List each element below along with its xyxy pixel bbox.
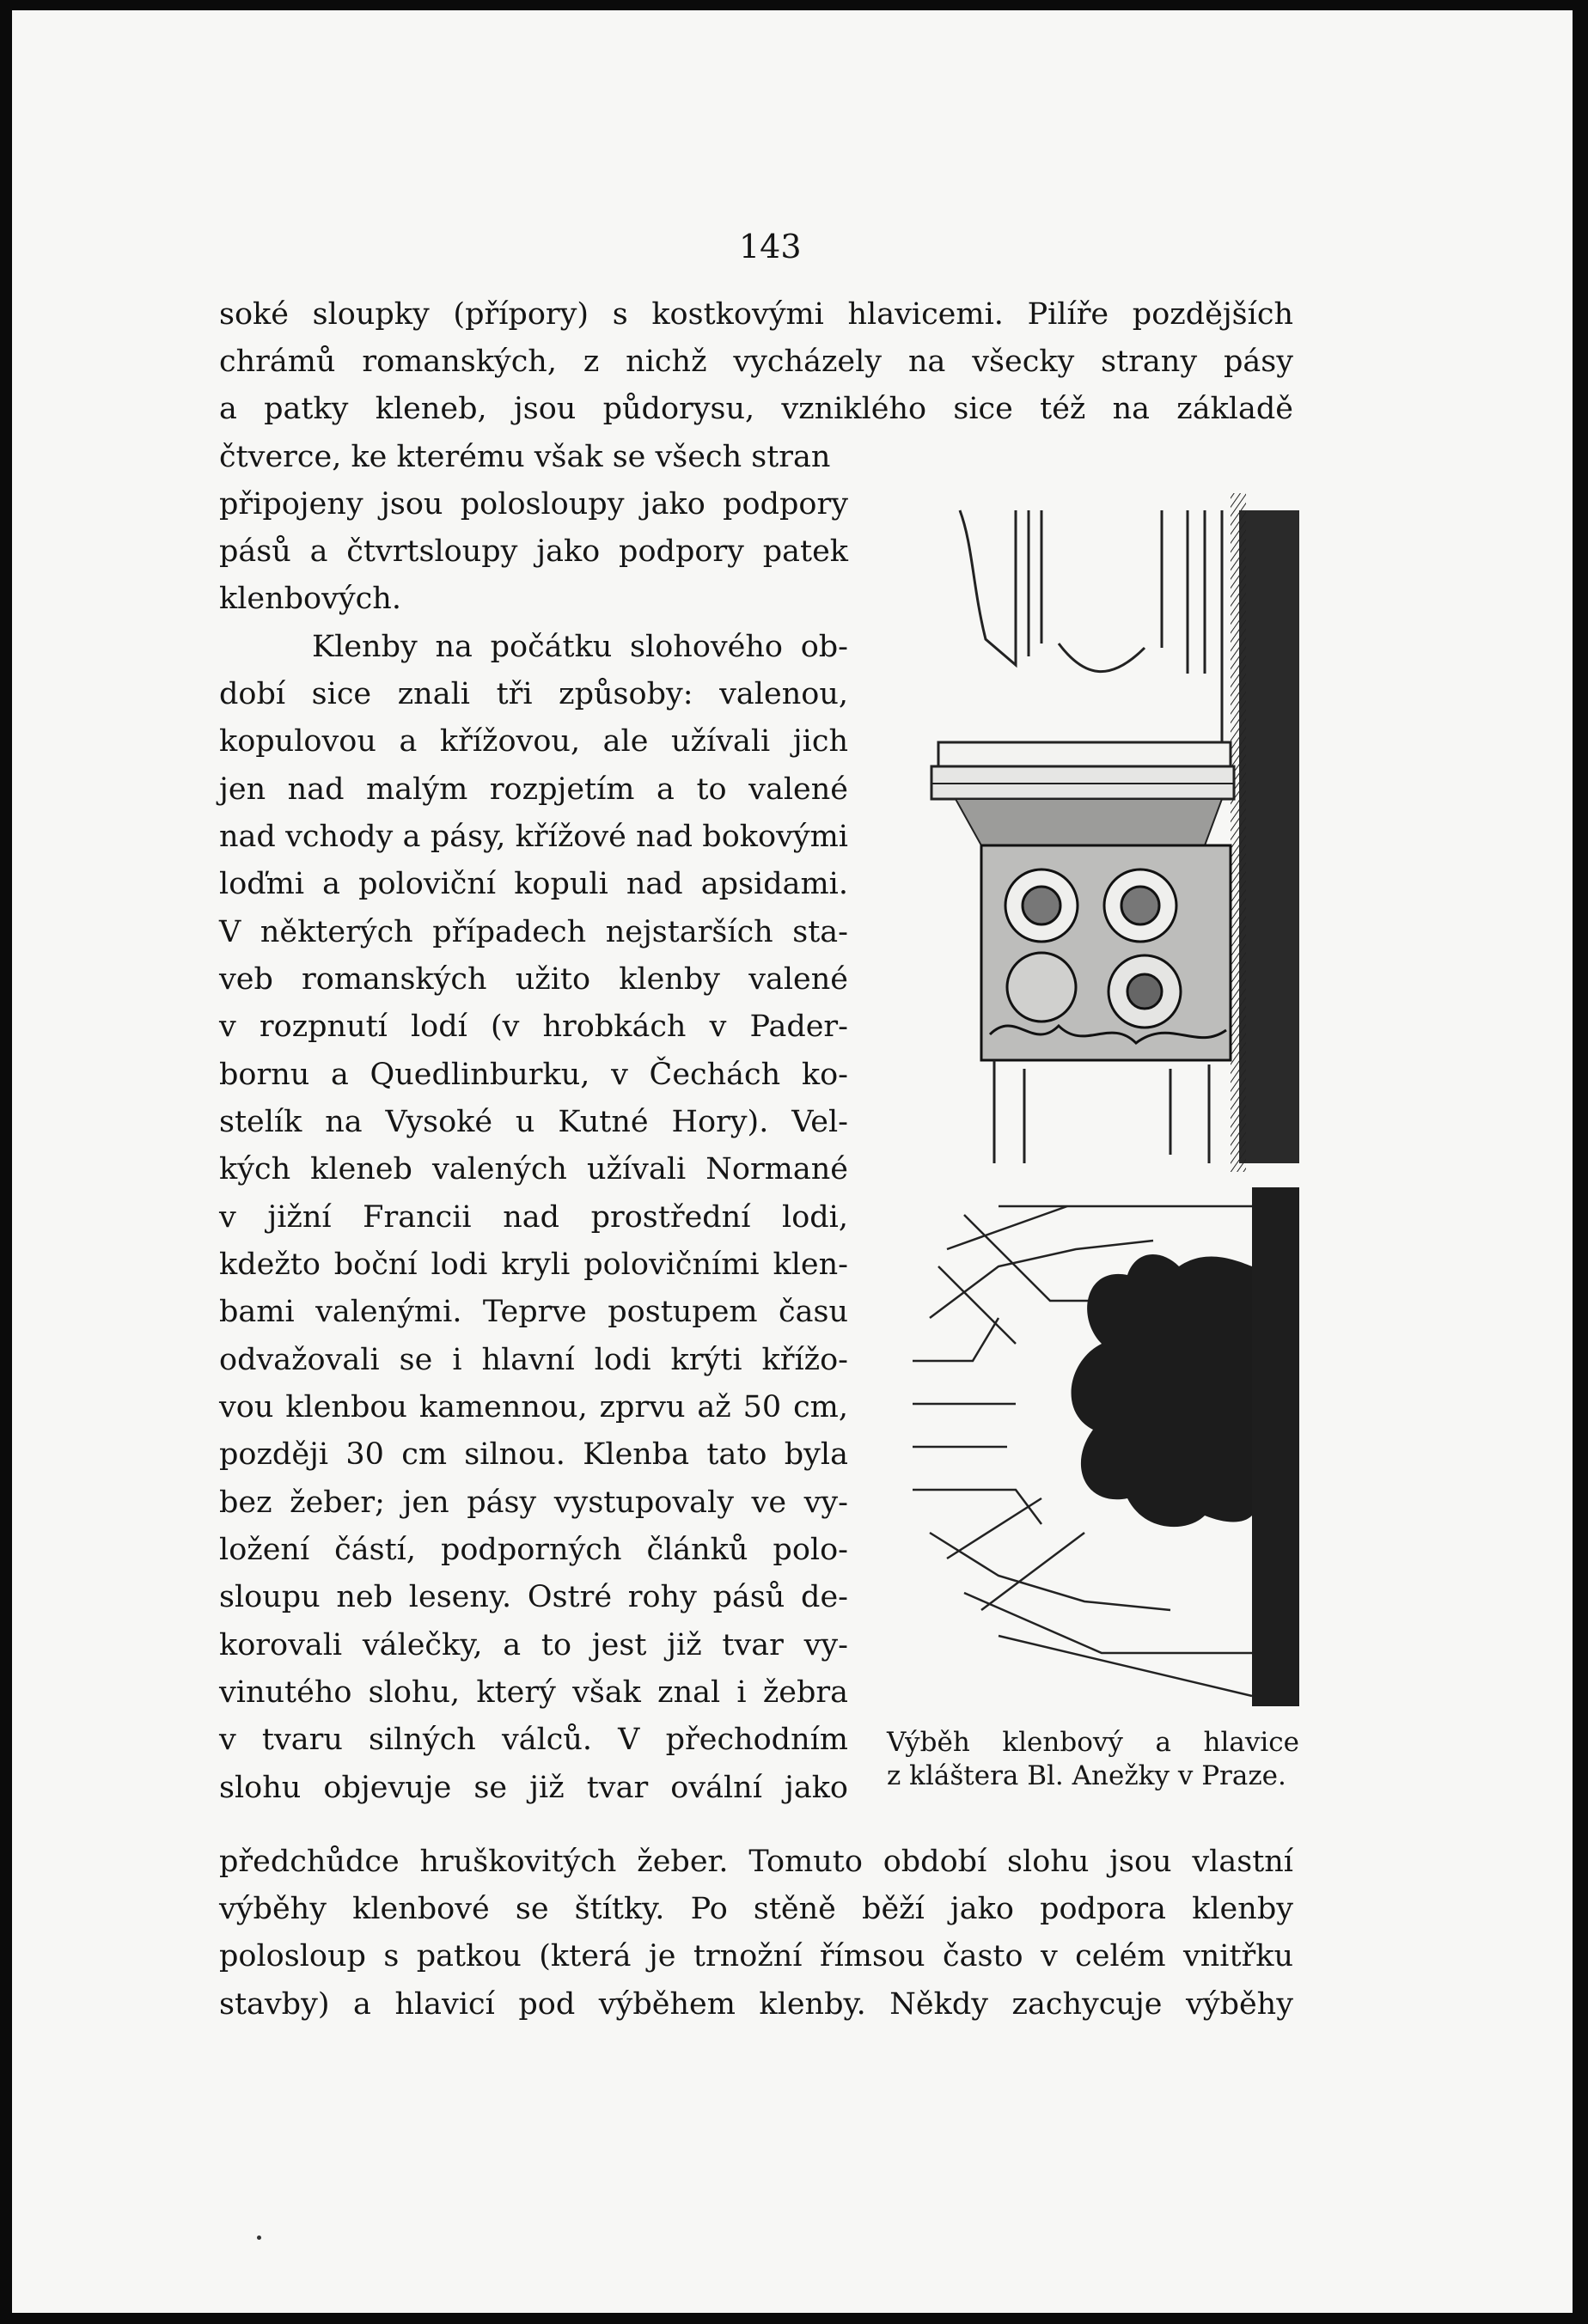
text-line: předchůdce hruškovitých žeber. Tomuto období slohu jsou vlastní bbox=[219, 1845, 1293, 1879]
abacus-slab bbox=[931, 742, 1234, 845]
text-line: slohu objevuje se již tvar ovální jako bbox=[219, 1771, 848, 1805]
text-line: bornu a Quedlinburku, v Čechách ko- bbox=[219, 1058, 848, 1092]
text-line: bez žeber; jen pásy vystupovaly ve vy- bbox=[219, 1485, 848, 1520]
text-line: pásů a čtvrtsloupy jako podpory patek bbox=[219, 534, 848, 569]
page-number: 143 bbox=[739, 228, 802, 265]
text-line: jen nad malým rozpjetím a to valené bbox=[219, 772, 848, 807]
text-line: kopulovou a křížovou, ale užívali jich bbox=[219, 724, 848, 759]
text-line: klenbových. bbox=[219, 582, 401, 616]
print-speck bbox=[257, 2236, 261, 2240]
springer-section-shape bbox=[1072, 1254, 1252, 1527]
text-line: stelík na Vysoké u Kutné Hory). Vel- bbox=[219, 1105, 848, 1139]
text-line: v tvaru silných válců. V přechodním bbox=[219, 1723, 848, 1757]
text-line: později 30 cm silnou. Klenba tato byla bbox=[219, 1437, 848, 1472]
text-line: odvažovali se i hlavní lodi krýti křížo- bbox=[219, 1343, 848, 1377]
capital-and-vault-illustration bbox=[913, 493, 1299, 1706]
column-shafts bbox=[960, 510, 1222, 751]
text-line: vinutého slohu, který však znal i žebra bbox=[219, 1675, 848, 1710]
text-line: a patky kleneb, jsou půdorysu, vzniklého sice též na základě bbox=[219, 392, 1293, 426]
text-line: stavby) a hlavicí pod výběhem klenby. Někdy zachycuje výběhy bbox=[219, 1987, 1293, 2022]
book-page bbox=[12, 10, 1573, 2313]
text-line: kých kleneb valených užívali Normané bbox=[219, 1152, 848, 1186]
text-line: výběhy klenbové se štítky. Po stěně běží jako podpora klenby bbox=[219, 1892, 1293, 1926]
figure-caption bbox=[887, 1726, 1299, 1793]
text-line: ložení částí, podporných článků polo- bbox=[219, 1533, 848, 1567]
text-line: připojeny jsou polosloupy jako podpory bbox=[219, 487, 848, 522]
capital-foliage bbox=[981, 845, 1231, 1060]
text-line: nad vchody a pásy, křížové nad bokovými bbox=[219, 820, 848, 854]
wall-section-shading bbox=[1239, 510, 1299, 1163]
text-line: vou klenbou kamennou, zprvu až 50 cm, bbox=[219, 1390, 848, 1424]
text-line: dobí sice znali tři způsoby: valenou, bbox=[219, 677, 848, 711]
text-line: chrámů romanských, z nichž vycházely na všecky strany pásy bbox=[219, 345, 1293, 379]
text-line: v jižní Francii nad prostřední lodi, bbox=[219, 1200, 848, 1235]
text-line: bami valenými. Teprve postupem času bbox=[219, 1295, 848, 1329]
text-line: V některých případech nejstarších sta- bbox=[219, 915, 848, 949]
text-line: polosloup s patkou (která je trnožní římsou často v celém vnitřku bbox=[219, 1939, 1293, 1973]
caption-line: Výběh klenbový a hlavice bbox=[887, 1727, 1299, 1758]
text-line: veb romanských užito klenby valené bbox=[219, 962, 848, 997]
wall-plan-shading bbox=[1252, 1187, 1299, 1706]
text-line: korovali válečky, a to jest již tvar vy- bbox=[219, 1628, 848, 1662]
text-line: v rozpnutí lodí (v hrobkách v Pader- bbox=[219, 1010, 848, 1044]
lower-shaft bbox=[994, 1060, 1209, 1163]
text-line: soké sloupky (přípory) s kostkovými hlavicemi. Pilíře pozdějších bbox=[219, 297, 1293, 332]
paragraph-start-line: Klenby na počátku slohového ob- bbox=[312, 630, 848, 664]
text-line: kdežto boční lodi kryli polovičními klen- bbox=[219, 1247, 848, 1282]
text-line: sloupu neb leseny. Ostré rohy pásů de- bbox=[219, 1580, 848, 1614]
caption-line: z kláštera Bl. Anežky v Praze. bbox=[887, 1760, 1286, 1791]
text-line: loďmi a poloviční kopuli nad apsidami. bbox=[219, 867, 848, 901]
text-line: čtverce, ke kterému však se všech stran bbox=[219, 440, 831, 474]
